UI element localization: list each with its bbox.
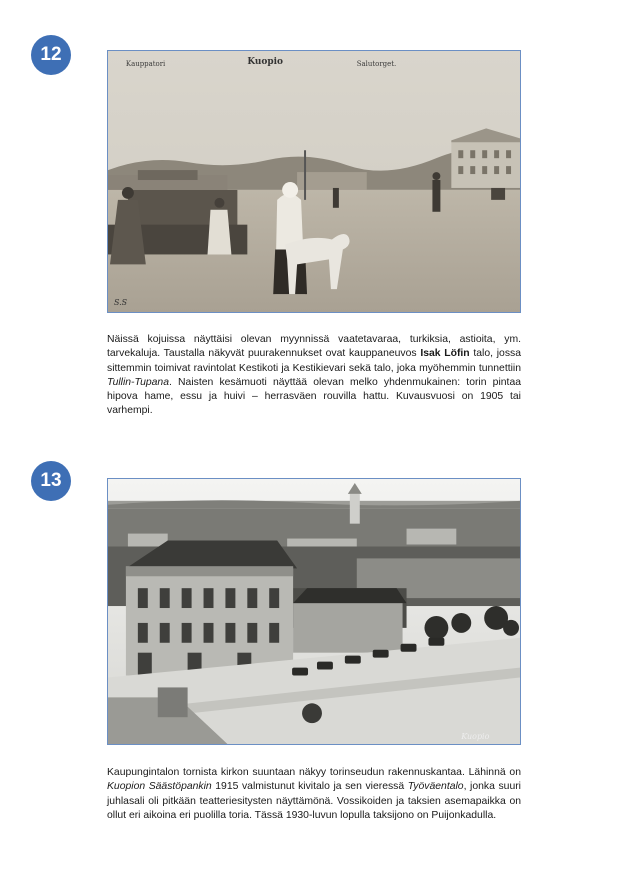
caption-text: 1915 valmistunut kivitalo ja sen vieressä	[211, 781, 408, 793]
caption-text: , jonka suuri juhlasali oli pitkään teatteriesitysten näyttämönä. Vossikoiden ja taksien asemapaikka on ollut eri aikoina eri puolilla toria. Tässä 1930-luvun lopulla taksijono on Puijonkadulla.	[107, 781, 521, 821]
caption-text: Kaupungintalon tornista kirkon suuntaan näkyy torinseudun rakennuskantaa. Lähinnä on	[107, 767, 521, 778]
caption-12	[107, 333, 521, 419]
caption-text: . Naisten kesämuoti näyttää olevan melko yhdenmukainen: torin pintaa hipova hame, essu ja huivi – herrasväen rouvilla hattu. Kuvausvuosi on 1905 tai varhempi.	[107, 376, 521, 417]
aerial-town-photo	[107, 478, 521, 745]
caption-italic: Tullin-Tupana	[107, 376, 169, 388]
market-square-photo-drawing	[108, 51, 520, 312]
caption-13	[107, 766, 521, 823]
photo-label-left: Kauppatori	[125, 59, 166, 68]
aerial-town-photo-drawing	[108, 479, 520, 744]
caption-italic: Kuopion Säästöpankin	[107, 781, 212, 793]
caption-text: talo, jossa sittemmin toimivat ravintolat Kestikoti ja Kestikievari sekä talo, joka myöhemmin tunnettiin	[107, 348, 522, 374]
item-number-badge: 12	[31, 35, 71, 75]
caption-bold: Isak Löfin	[420, 348, 470, 360]
market-square-photo	[107, 50, 521, 313]
caption-italic: Työväentalo	[407, 781, 464, 793]
photo-mark: Kuopio	[461, 732, 490, 742]
item-number-badge: 13	[31, 461, 71, 501]
caption-text: Näissä kojuissa näyttäisi olevan myynnissä vaatetavaraa, turkiksia, astioita, ym. tarvekaluja. Taustalla näkyvät puurakennukset ovat kauppaneuvos	[107, 334, 521, 360]
photo-label-right: Salutorget.	[356, 59, 397, 68]
photo-mark: S.S	[113, 298, 128, 308]
photo-label-center: Kuopio	[247, 56, 284, 67]
